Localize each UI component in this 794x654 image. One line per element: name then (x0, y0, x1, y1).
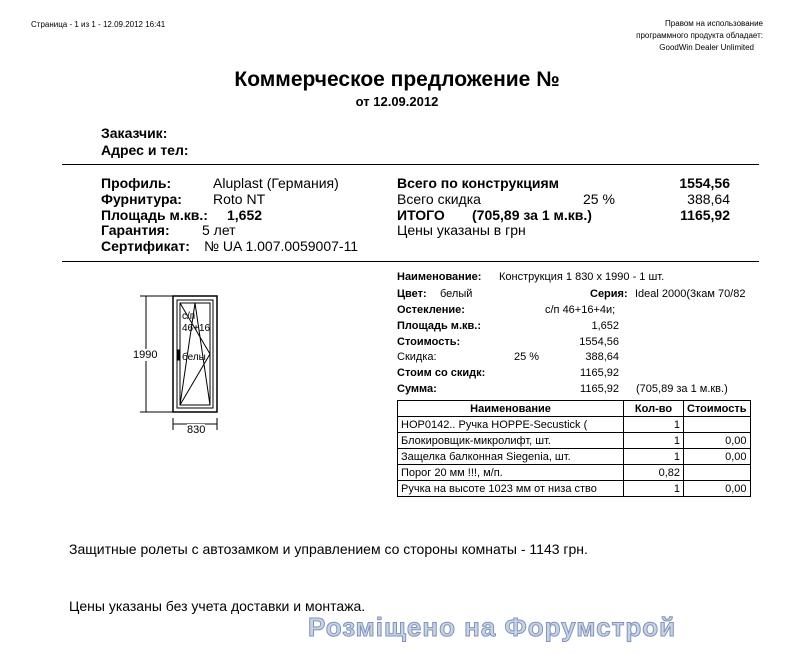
area-label: Площадь м.кв.: (101, 207, 208, 223)
itogo-per-sqm: (705,89 за 1 м.кв.) (472, 207, 592, 223)
total-discount-pct: 25 % (583, 191, 615, 207)
construction-discount-value: 388,64 (585, 351, 619, 363)
items-table (397, 400, 751, 497)
table-cell-qty: 1 (624, 417, 684, 433)
drawing-glass-line-1: с/п (182, 311, 196, 322)
window-drawing (128, 290, 228, 440)
table-row (398, 433, 751, 449)
construction-area-value: 1,652 (591, 320, 619, 332)
divider-top (62, 164, 759, 165)
construction-area-label: Площадь м.кв.: (397, 320, 481, 332)
table-cell-name: Блокировщик-микролифт, шт. (398, 433, 624, 449)
construction-discount-label: Скидка: (397, 351, 437, 363)
table-cell-qty: 0,82 (624, 465, 684, 481)
itogo-value: 1165,92 (680, 207, 730, 223)
document-date: от 12.09.2012 (355, 94, 439, 109)
page-info: Страница - 1 из 1 - 12.09.2012 16:41 (31, 20, 166, 29)
table-cell-cost: 0,00 (684, 449, 751, 465)
construction-color-label: Цвет: (397, 288, 427, 300)
itogo-label: ИТОГО (397, 207, 445, 223)
construction-discount-pct: 25 % (514, 351, 540, 363)
note-delivery: Цены указаны без учета доставки и монтажа. (69, 598, 366, 614)
total-discount-label: Всего скидка (397, 191, 481, 207)
construction-color-value: белый (440, 288, 473, 300)
area-value: 1,652 (227, 207, 263, 223)
construction-after-discount-label: Стоим со скидк: (397, 367, 486, 379)
construction-series-label: Серия: (590, 288, 628, 300)
warranty-label: Гарантия: (101, 222, 170, 238)
table-cell-qty: 1 (624, 481, 684, 497)
construction-series-value: Ideal 2000(3кам 70/82 (635, 288, 746, 300)
document-title: Коммерческое предложение № (234, 68, 560, 91)
table-cell-cost (684, 417, 751, 433)
divider-middle (62, 261, 759, 262)
construction-name-value: Конструкция 1 830 x 1990 - 1 шт. (499, 271, 665, 283)
hardware-value: Roto NT (213, 191, 266, 207)
rights-line-3: GoodWin Dealer Unlimited (659, 43, 754, 52)
window-handle-icon (178, 350, 180, 360)
drawing-glass-line-2: 46+16 (182, 323, 211, 334)
table-cell-name: НОР0142.. Ручка HOPPE-Secustick ( (398, 417, 624, 433)
construction-glass-value: с/п 46+16+4и; (545, 304, 616, 316)
table-cell-name: Ручка на высоте 1023 мм от низа ство (398, 481, 624, 497)
drawing-glass-line-3: белы (182, 352, 206, 363)
drawing-width: 830 (187, 424, 206, 436)
table-cell-qty: 1 (624, 433, 684, 449)
table-cell-cost: 0,00 (684, 433, 751, 449)
warranty-value: 5 лет (202, 222, 236, 238)
table-header-name: Наименование (398, 401, 624, 417)
construction-sum-per-sqm: (705,89 за 1 м.кв.) (636, 383, 728, 395)
construction-glass-label: Остекление: (397, 304, 465, 316)
table-row (398, 449, 751, 465)
rights-line-1: Правом на использование (665, 19, 763, 28)
construction-cost-label: Стоимость: (397, 336, 461, 348)
forum-watermark: Розміщено на Форумстрой (308, 612, 677, 642)
address-label: Адрес и тел: (101, 142, 189, 158)
total-discount-value: 388,64 (687, 191, 730, 207)
customer-label: Заказчик: (101, 125, 168, 141)
table-header-row (398, 401, 751, 417)
drawing-height: 1990 (133, 349, 158, 361)
construction-after-discount-value: 1165,92 (580, 367, 619, 379)
table-header-cost: Стоимость (684, 401, 751, 417)
construction-name-label: Наименование: (397, 271, 482, 283)
table-row (398, 417, 751, 433)
table-row (398, 465, 751, 481)
table-cell-qty: 1 (624, 449, 684, 465)
profile-value: Aluplast (Германия) (213, 175, 339, 191)
hardware-label: Фурнитура: (101, 191, 182, 207)
rights-line-2: программного продукта обладает: (636, 31, 763, 40)
total-all-label: Всего по конструкциям (397, 175, 560, 191)
table-cell-name: Защелка балконная Siegenia, шт. (398, 449, 624, 465)
construction-cost-value: 1554,56 (579, 336, 619, 348)
table-cell-cost (684, 465, 751, 481)
cert-label: Сертификат: (101, 238, 190, 254)
note-rollers: Защитные ролеты с автозамком и управлением со стороны комнаты - 1143 грн. (69, 541, 588, 557)
table-header-qty: Кол-во (624, 401, 684, 417)
profile-label: Профиль: (101, 175, 172, 191)
table-cell-name: Порог 20 мм !!!, м/п. (398, 465, 624, 481)
construction-sum-value: 1165,92 (580, 383, 619, 395)
currency-note: Цены указаны в грн (397, 222, 526, 238)
total-all-value: 1554,56 (679, 175, 730, 191)
table-cell-cost: 0,00 (684, 481, 751, 497)
construction-sum-label: Сумма: (397, 383, 437, 395)
cert-value: № UA 1.007.0059007-11 (204, 238, 359, 254)
table-row (398, 481, 751, 497)
